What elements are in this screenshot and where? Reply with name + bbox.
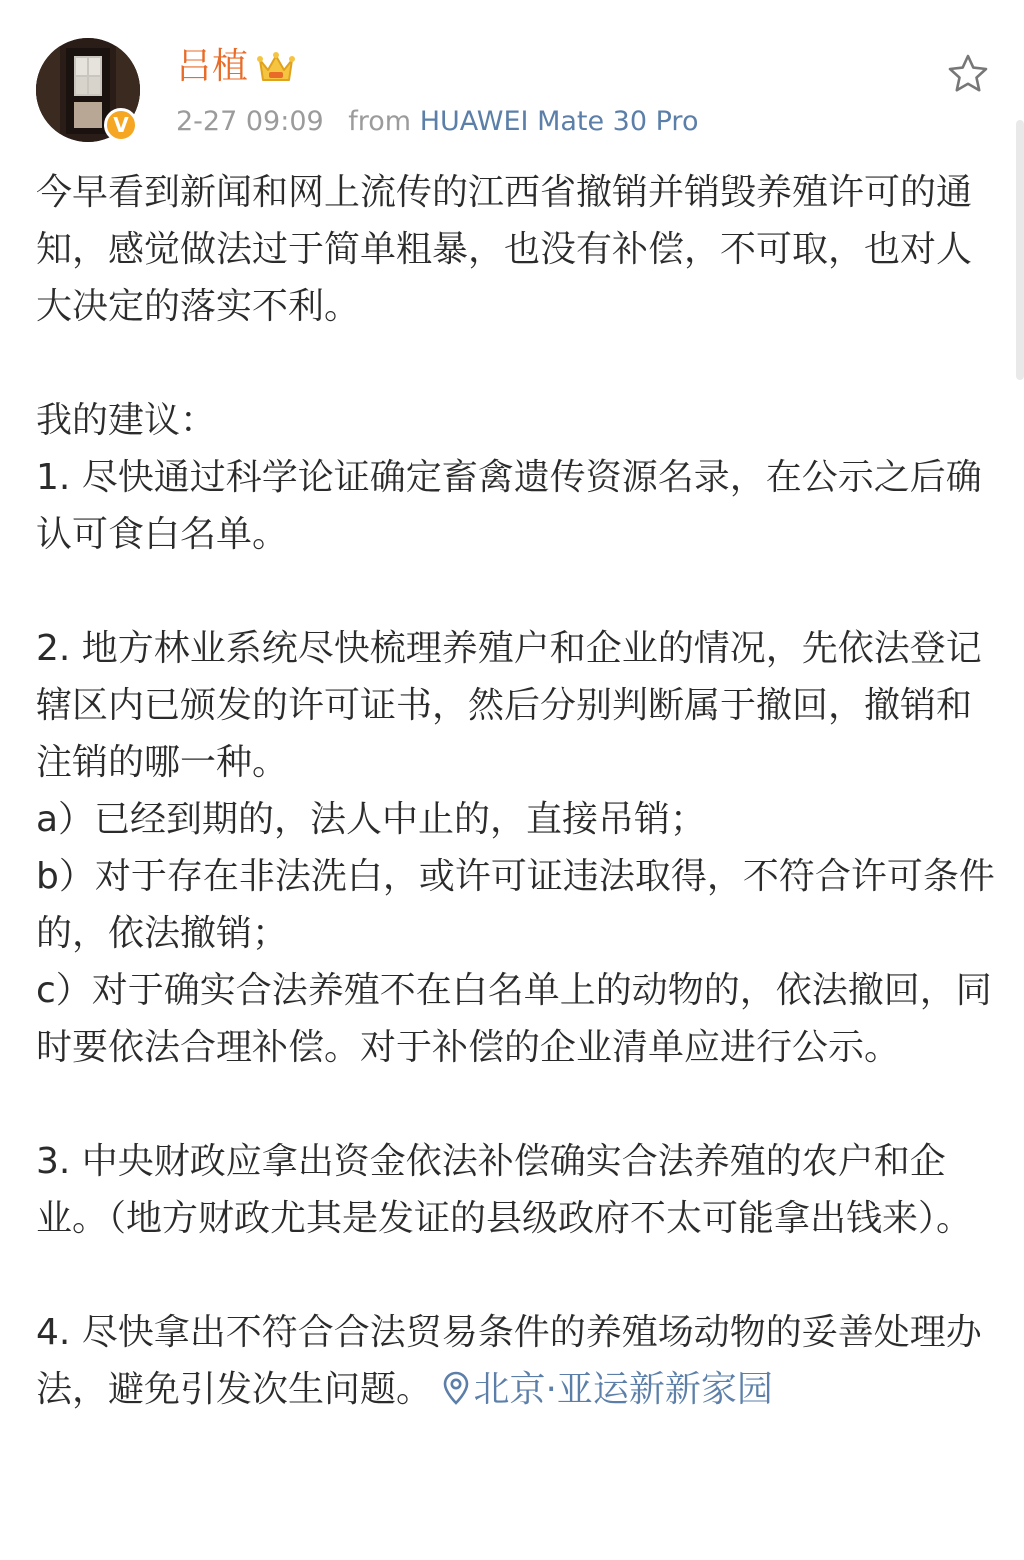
paragraph-intro: 今早看到新闻和网上流传的江西省撤销并销毁养殖许可的通知，感觉做法过于简单粗暴，也没有补偿，不可取，也对人大决定的落实不利。 <box>36 172 973 327</box>
post-timestamp: 2-27 09:09 <box>176 106 324 137</box>
verified-badge-icon: V <box>104 108 138 142</box>
paragraph-point-4-text: 4. 尽快拿出不符合合法贸易条件的养殖场动物的妥善处理办法，避免引发次生问题。 <box>36 1312 982 1410</box>
paragraph-point-2a: a）已经到期的，法人中止的，直接吊销； <box>36 799 707 840</box>
paragraph-point-2c: c）对于确实合法养殖不在白名单上的动物的，依法撤回，同时要依法合理补偿。对于补偿的企业清单应进行公示。 <box>36 970 992 1068</box>
paragraph-point-1: 1. 尽快通过科学论证确定畜禽遗传资源名录，在公示之后确认可食白名单。 <box>36 457 982 555</box>
star-icon[interactable] <box>946 52 990 96</box>
blank-line <box>36 1076 996 1133</box>
post-header <box>0 0 1024 160</box>
post-content <box>36 164 996 1418</box>
device-link[interactable]: HUAWEI Mate 30 Pro <box>419 106 699 137</box>
paragraph-point-2: 2. 地方林业系统尽快梳理养殖户和企业的情况，先依法登记辖区内已颁发的许可证书，然后分别判断属于撤回，撤销和注销的哪一种。 <box>36 628 982 783</box>
paragraph-heading: 我的建议： <box>36 400 217 441</box>
post-meta <box>176 104 698 140</box>
paragraph-point-2b: b）对于存在非法洗白，或许可证违法取得，不符合许可条件的，依法撤销； <box>36 856 995 954</box>
paragraph-point-4 <box>36 1304 996 1418</box>
paragraph-point-3: 3. 中央财政应拿出资金依法补偿确实合法养殖的农户和企业。（地方财政尤其是发证的县级政府不太可能拿出钱来）。 <box>36 1141 973 1239</box>
location-pin-icon <box>443 1371 469 1405</box>
blank-line <box>36 1247 996 1304</box>
location-link[interactable] <box>443 1369 772 1410</box>
scrollbar[interactable] <box>1016 120 1024 380</box>
blank-line <box>36 335 996 392</box>
blank-line <box>36 563 996 620</box>
from-label: from <box>348 106 412 137</box>
author-name[interactable]: 吕植 <box>176 46 249 87</box>
location-text: 北京·亚运新新家园 <box>473 1369 773 1410</box>
crown-icon <box>256 50 296 86</box>
